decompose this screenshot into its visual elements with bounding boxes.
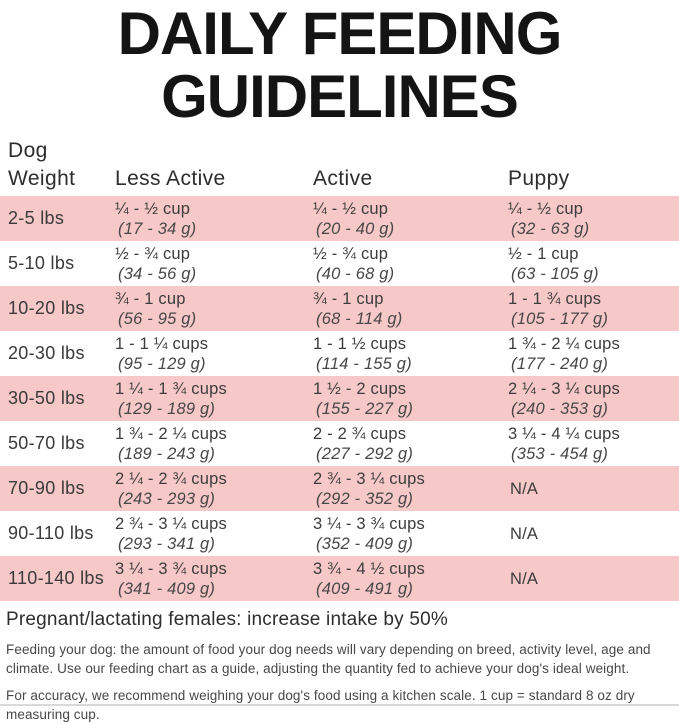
grams-amount: (68 - 114 g) (316, 309, 403, 328)
cups-amount: 1 ½ - 2 cups (313, 379, 407, 398)
grams-amount: (341 - 409 g) (118, 579, 216, 598)
cups-amount: ½ - ¾ cup (313, 244, 389, 263)
less-active-cell (107, 196, 305, 241)
column-header-puppy: Puppy (508, 167, 570, 190)
cups-amount: ¾ - 1 cup (313, 289, 384, 308)
table-row (0, 331, 679, 376)
grams-amount: (32 - 63 g) (511, 219, 590, 238)
less-active-cell (107, 376, 305, 421)
grams-amount: (177 - 240 g) (511, 354, 609, 373)
grams-amount: (243 - 293 g) (118, 489, 216, 508)
puppy-cell (500, 376, 679, 421)
less-active-cell (107, 556, 305, 601)
cups-amount: N/A (510, 524, 539, 543)
active-cell (305, 421, 500, 466)
dog-weight-header-line-2: Weight (8, 167, 76, 190)
cups-amount: 3 ¼ - 3 ¾ cups (313, 514, 425, 533)
puppy-cell (500, 331, 679, 376)
active-cell (305, 196, 500, 241)
grams-amount: (105 - 177 g) (511, 309, 609, 328)
less-active-cell (107, 331, 305, 376)
table-row (0, 556, 679, 601)
grams-amount: (40 - 68 g) (316, 264, 395, 283)
feeding-table-body (0, 196, 679, 601)
active-cell (305, 376, 500, 421)
puppy-cell (500, 556, 679, 601)
accuracy-note: For accuracy, we recommend weighing your dog's food using a kitchen scale. 1 cup = standard 8 oz dry measuring cup. (6, 688, 635, 722)
cups-amount: ¼ - ½ cup (508, 199, 584, 218)
active-cell (305, 556, 500, 601)
grams-amount: (227 - 292 g) (316, 444, 414, 463)
cups-amount: 2 ¾ - 3 ¼ cups (115, 514, 227, 533)
less-active-cell (107, 466, 305, 511)
cups-amount: ¼ - ½ cup (115, 199, 191, 218)
table-row (0, 376, 679, 421)
active-cell (305, 286, 500, 331)
grams-amount: (353 - 454 g) (511, 444, 609, 463)
table-row (0, 511, 679, 556)
grams-amount: (20 - 40 g) (316, 219, 395, 238)
grams-amount: (240 - 353 g) (511, 399, 609, 418)
puppy-cell (500, 466, 679, 511)
grams-amount: (409 - 491 g) (316, 579, 414, 598)
table-header-row (0, 137, 679, 193)
weight-cell: 20-30 lbs (8, 343, 85, 363)
cups-amount: 3 ¼ - 3 ¾ cups (115, 559, 227, 578)
cups-amount: N/A (510, 479, 539, 498)
puppy-cell (500, 421, 679, 466)
active-cell (305, 241, 500, 286)
cups-amount: N/A (510, 569, 539, 588)
column-header-dog-weight (0, 137, 107, 193)
cups-amount: 1 ¾ - 2 ¼ cups (508, 334, 620, 353)
puppy-cell (500, 511, 679, 556)
table-row (0, 241, 679, 286)
grams-amount: (293 - 341 g) (118, 534, 216, 553)
puppy-cell (500, 286, 679, 331)
title-line-1: DAILY FEEDING (117, 0, 562, 67)
cups-amount: ½ - ¾ cup (115, 244, 191, 263)
cups-amount: ¼ - ½ cup (313, 199, 389, 218)
grams-amount: (17 - 34 g) (118, 219, 197, 238)
active-cell (305, 511, 500, 556)
title-line-2: GUIDELINES (161, 63, 518, 130)
grams-amount: (114 - 155 g) (316, 354, 412, 373)
grams-amount: (95 - 129 g) (118, 354, 206, 373)
grams-amount: (155 - 227 g) (316, 399, 414, 418)
weight-cell: 10-20 lbs (8, 298, 85, 318)
table-row (0, 466, 679, 511)
puppy-cell (500, 196, 679, 241)
table-row (0, 196, 679, 241)
weight-cell: 50-70 lbs (8, 433, 85, 453)
grams-amount: (63 - 105 g) (511, 264, 599, 283)
weight-cell: 110-140 lbs (8, 568, 105, 588)
cups-amount: 1 - 1 ½ cups (313, 334, 407, 353)
grams-amount: (189 - 243 g) (118, 444, 216, 463)
table-row (0, 286, 679, 331)
less-active-cell (107, 421, 305, 466)
page-title (0, 0, 679, 128)
pregnant-lactating-note: Pregnant/lactating females: increase intake by 50% (6, 609, 448, 630)
less-active-cell (107, 286, 305, 331)
active-cell (305, 331, 500, 376)
grams-amount: (129 - 189 g) (118, 399, 216, 418)
weight-cell: 2-5 lbs (8, 208, 65, 228)
grams-amount: (56 - 95 g) (118, 309, 197, 328)
feeding-advice-note: Feeding your dog: the amount of food your dog needs will vary depending on breed, activity level, age and climate. Use our feeding chart as a guide, adjusting the quantity fed to achieve your dog's ideal weight. (6, 642, 651, 676)
less-active-cell (107, 241, 305, 286)
cups-amount: ¾ - 1 cup (115, 289, 186, 308)
weight-cell: 70-90 lbs (8, 478, 85, 498)
cups-amount: 2 ¾ - 3 ¼ cups (313, 469, 425, 488)
active-cell (305, 466, 500, 511)
cups-amount: 2 ¼ - 2 ¾ cups (115, 469, 227, 488)
cups-amount: 3 ¾ - 4 ½ cups (313, 559, 425, 578)
column-header-less-active: Less Active (115, 167, 226, 190)
weight-cell: 5-10 lbs (8, 253, 75, 273)
cups-amount: 1 ¼ - 1 ¾ cups (115, 379, 227, 398)
grams-amount: (292 - 352 g) (316, 489, 414, 508)
cups-amount: 1 ¾ - 2 ¼ cups (115, 424, 227, 443)
weight-cell: 30-50 lbs (8, 388, 85, 408)
column-header-active: Active (313, 167, 373, 190)
cups-amount: 2 ¼ - 3 ¼ cups (508, 379, 620, 398)
cups-amount: ½ - 1 cup (508, 244, 579, 263)
puppy-cell (500, 241, 679, 286)
table-row (0, 421, 679, 466)
dog-weight-header-line-1: Dog (8, 139, 48, 162)
weight-cell: 90-110 lbs (8, 523, 94, 543)
less-active-cell (107, 511, 305, 556)
cups-amount: 2 - 2 ¾ cups (313, 424, 407, 443)
grams-amount: (34 - 56 g) (118, 264, 197, 283)
grams-amount: (352 - 409 g) (316, 534, 414, 553)
cups-amount: 1 - 1 ¼ cups (115, 334, 209, 353)
cups-amount: 3 ¼ - 4 ¼ cups (508, 424, 620, 443)
cups-amount: 1 - 1 ¾ cups (508, 289, 602, 308)
